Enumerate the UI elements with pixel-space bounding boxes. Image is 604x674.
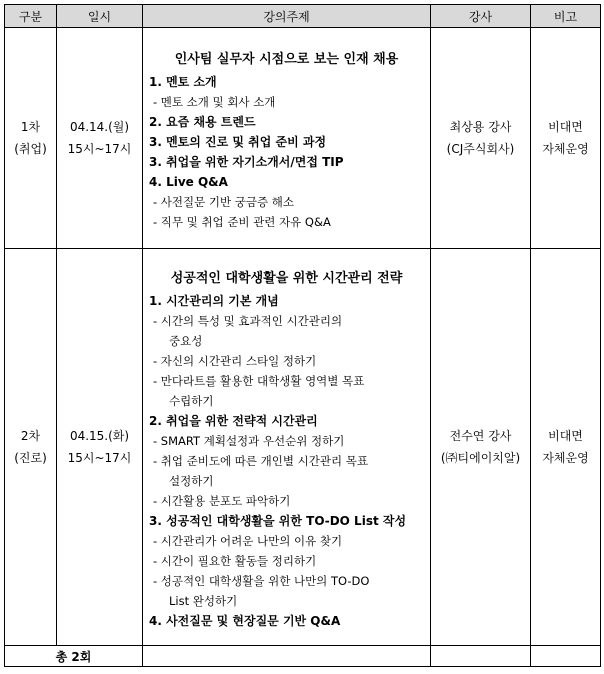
time-line: 15시~17시	[67, 451, 132, 465]
topic-subitem	[149, 571, 424, 611]
topic-subitem	[149, 212, 424, 232]
topic-subitem	[149, 92, 424, 112]
session-gubun	[5, 28, 57, 249]
topic-item-continuation: List 완성하기	[169, 594, 238, 608]
total-count: 총 2회	[5, 646, 143, 667]
instructor-org: (CJ주식회사)	[446, 142, 515, 156]
topic-section	[149, 411, 424, 431]
topic-item-text: - 만다라트를 활용한 대학생활 영역별 목표	[153, 374, 365, 388]
topic-section	[149, 132, 424, 152]
header-gubun: 구분	[5, 5, 57, 28]
topic-item-text: - 취업 준비도에 따른 개인별 시간관리 목표	[153, 454, 368, 468]
topic-item-text: - 시간관리가 어려운 나만의 이유 찾기	[153, 534, 343, 548]
topic-item-continuation: 중요성	[169, 334, 203, 348]
topic-item-text: - 시간활용 분포도 파악하기	[153, 494, 291, 508]
topic-item-continuation: 설정하기	[169, 474, 214, 488]
empty-cell	[431, 646, 531, 667]
empty-cell	[143, 646, 431, 667]
header-instructor: 강사	[431, 5, 531, 28]
topic-item-text: - 자신의 시간관리 스타일 정하기	[153, 354, 317, 368]
total-row	[5, 646, 601, 667]
topic-title: 성공적인 대학생활을 위한 시간관리 전략	[170, 271, 403, 286]
session-date	[57, 249, 143, 646]
topic-section	[149, 112, 424, 132]
session-row-2	[5, 249, 601, 646]
topic-subitem	[149, 431, 424, 451]
topic-section	[149, 152, 424, 172]
note-line: 자체운영	[542, 142, 589, 156]
topic-item-text: 3. 멘토의 진로 및 취업 준비 과정	[149, 135, 327, 149]
topic-section	[149, 172, 424, 192]
empty-cell	[531, 646, 601, 667]
topic-item-text: - 성공적인 대학생활을 위한 나만의 TO-DO	[153, 574, 370, 588]
instructor-name: 전수연 강사	[449, 429, 512, 443]
topic-item-text: - 사전질문 기반 궁금증 해소	[153, 195, 294, 209]
topic-subitem	[149, 451, 424, 491]
topic-section	[149, 511, 424, 531]
schedule-table	[4, 4, 601, 667]
topic-subitem	[149, 371, 424, 411]
topic-item-text: - 시간의 특성 및 효과적인 시간관리의	[153, 314, 343, 328]
topic-item-text: - SMART 계획설정과 우선순위 정하기	[153, 434, 345, 448]
session-gubun	[5, 249, 57, 646]
topic-subitem	[149, 192, 424, 212]
gubun-line: (취업)	[14, 142, 47, 156]
topic-subitem	[149, 311, 424, 351]
topic-item-text: 2. 요즘 채용 트렌드	[149, 115, 256, 129]
note-line: 자체운영	[542, 451, 589, 465]
note-line: 비대면	[548, 120, 583, 134]
session-topic	[143, 28, 431, 249]
topic-list	[149, 291, 424, 631]
topic-section	[149, 291, 424, 311]
topic-section	[149, 611, 424, 631]
session-row-1	[5, 28, 601, 249]
topic-item-text: 1. 멘토 소개	[149, 75, 217, 89]
header-note: 비고	[531, 5, 601, 28]
topic-item-text: 1. 시간관리의 기본 개념	[149, 294, 279, 308]
gubun-line: 2차	[20, 429, 41, 443]
topic-item-text: 3. 취업을 위한 자기소개서/면접 TIP	[149, 155, 344, 169]
session-topic	[143, 249, 431, 646]
date-line: 04.14.(월)	[69, 120, 130, 134]
header-row	[5, 5, 601, 28]
session-note	[531, 28, 601, 249]
note-line: 비대면	[548, 429, 583, 443]
session-instructor	[431, 28, 531, 249]
gubun-line: 1차	[20, 120, 41, 134]
header-date: 일시	[57, 5, 143, 28]
topic-item-text: - 시간이 필요한 활동들 정리하기	[153, 554, 317, 568]
header-topic: 강의주제	[143, 5, 431, 28]
topic-subitem	[149, 551, 424, 571]
topic-item-text: 3. 성공적인 대학생활을 위한 TO-DO List 작성	[149, 514, 407, 528]
topic-list	[149, 72, 424, 232]
time-line: 15시~17시	[67, 142, 132, 156]
topic-title: 인사팀 실무자 시점으로 보는 인재 채용	[174, 52, 399, 67]
session-date	[57, 28, 143, 249]
date-line: 04.15.(화)	[69, 429, 130, 443]
instructor-org: (㈜티에이치알)	[440, 451, 521, 465]
topic-item-text: 4. Live Q&A	[149, 175, 228, 189]
topic-item-text: 4. 사전질문 및 현장질문 기반 Q&A	[149, 614, 341, 628]
session-instructor	[431, 249, 531, 646]
topic-item-text: - 직무 및 취업 준비 관련 자유 Q&A	[153, 215, 331, 229]
gubun-line: (진로)	[14, 451, 47, 465]
topic-subitem	[149, 491, 424, 511]
instructor-name: 최상용 강사	[449, 120, 512, 134]
topic-subitem	[149, 351, 424, 371]
session-note	[531, 249, 601, 646]
topic-item-text: - 멘토 소개 및 회사 소개	[153, 95, 276, 109]
topic-subitem	[149, 531, 424, 551]
topic-item-text: 2. 취업을 위한 전략적 시간관리	[149, 414, 318, 428]
topic-item-continuation: 수립하기	[169, 394, 214, 408]
topic-section	[149, 72, 424, 92]
